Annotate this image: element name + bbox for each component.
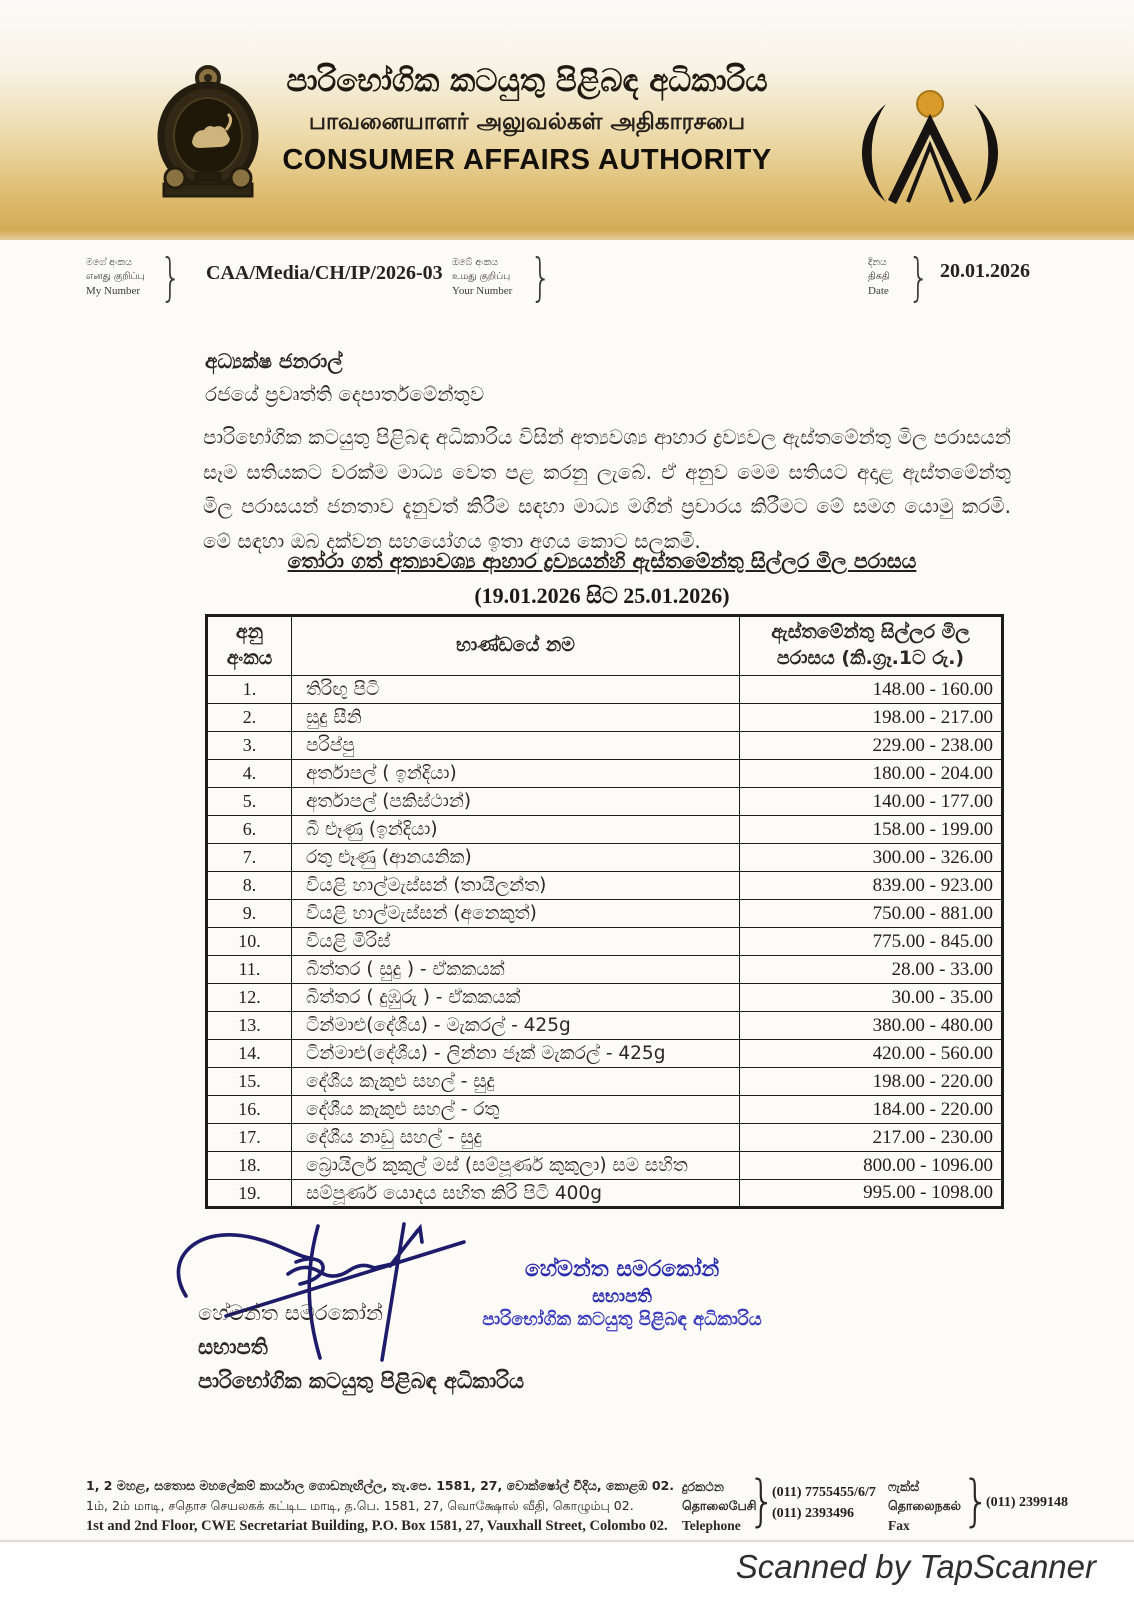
table-row: [207, 1152, 1003, 1180]
date-value: 20.01.2026: [940, 260, 1030, 282]
my-number-label: [86, 256, 145, 299]
date-brace: }: [908, 248, 930, 308]
price-range-cell: 198.00 - 220.00: [740, 1068, 1003, 1096]
reference-row: [0, 250, 1134, 310]
my-number-value: CAA/Media/CH/IP/2026-03: [206, 262, 443, 284]
row-number-cell: 19.: [207, 1180, 292, 1208]
row-number-cell: 4.: [207, 760, 292, 788]
telephone-label-tamil: தொலைபேசி: [682, 1497, 757, 1513]
table-row: [207, 844, 1003, 872]
table-row: [207, 1012, 1003, 1040]
row-number-cell: 10.: [207, 928, 292, 956]
price-range-cell: 420.00 - 560.00: [740, 1040, 1003, 1068]
item-name-cell: සම්පූර්ණ යොදය සහිත කිරි පිටි 400g: [292, 1180, 740, 1208]
item-name-cell: බ්‍රොයිලර් කුකුල් මස් (සම්පූර්ණ කුකුලා) සම සහිත: [292, 1152, 740, 1180]
item-name-cell: වියළි මිරිස්: [292, 928, 740, 956]
telephone-number-1: (011) 7755455/6/7: [772, 1485, 876, 1500]
addressee-block: [205, 345, 484, 411]
address-tamil: 1ம், 2ம் மாடி, சதொச செயலகக் கட்டிட மாடி, த.பெ. 1581, 27, வொக்ஷோல் வீதி, கொழும்பு 02.: [86, 1498, 634, 1513]
price-range-cell: 229.00 - 238.00: [740, 732, 1003, 760]
footer-address: [86, 1476, 674, 1536]
row-number-cell: 15.: [207, 1068, 292, 1096]
your-number-label: [452, 256, 512, 299]
your-number-label-tamil: உமது குறிப்பு: [452, 270, 511, 282]
letterhead-titles: [262, 62, 792, 177]
price-range-cell: 800.00 - 1096.00: [740, 1152, 1003, 1180]
price-range-cell: 184.00 - 220.00: [740, 1096, 1003, 1124]
fax-label-tamil: தொலைநகல்: [888, 1497, 961, 1513]
price-range-cell: 750.00 - 881.00: [740, 900, 1003, 928]
table-row: [207, 1068, 1003, 1096]
telephone-label-sinhala: දුරකථන: [682, 1479, 724, 1494]
item-name-cell: දේශීය නාඩු සහල් - සුදු: [292, 1124, 740, 1152]
stamp-name: හේමන්ත සමරකෝන්: [524, 1257, 720, 1282]
table-row: [207, 900, 1003, 928]
your-number-label-english: Your Number: [452, 284, 513, 297]
fax-number: (011) 2399148: [986, 1495, 1069, 1510]
item-name-cell: දේශීය කැකුළු සහල් - රතු: [292, 1096, 740, 1124]
price-table: [205, 614, 1004, 1209]
item-name-cell: දේශීය කැකුළු සහල් - සුදු: [292, 1068, 740, 1096]
price-range-cell: 217.00 - 230.00: [740, 1124, 1003, 1152]
item-name-cell: වියළි හාල්මැස්සන් (තායිලන්ත): [292, 872, 740, 900]
telephone-label: [682, 1478, 757, 1536]
row-number-cell: 9.: [207, 900, 292, 928]
item-name-cell: සුදු සීනි: [292, 704, 740, 732]
row-number-cell: 16.: [207, 1096, 292, 1124]
item-name-cell: තිරිඟු පිටි: [292, 676, 740, 704]
price-range-cell: 380.00 - 480.00: [740, 1012, 1003, 1040]
row-number-cell: 6.: [207, 816, 292, 844]
signer-name: හේමන්ත සමරකෝන්: [198, 1301, 383, 1325]
letterhead-band: [0, 0, 1134, 240]
price-range-cell: 158.00 - 199.00: [740, 816, 1003, 844]
my-number-brace: }: [160, 248, 182, 308]
table-row: [207, 872, 1003, 900]
price-range-cell: 198.00 - 217.00: [740, 704, 1003, 732]
sri-lanka-emblem-icon: [142, 58, 274, 210]
your-number-brace: }: [530, 248, 552, 308]
row-number-cell: 5.: [207, 788, 292, 816]
price-range-cell: 775.00 - 845.00: [740, 928, 1003, 956]
address-sinhala: 1, 2 මහළ, සතොස මහලේකම් කාර්යාල ගොඩනැඟිල්ල, තැ.පෙ. 1581, 27, වොක්ෂෝල් වීදිය, කොළඹ 02.: [86, 1478, 675, 1493]
tapscanner-watermark: Scanned by TapScanner: [735, 1548, 1096, 1585]
row-number-cell: 3.: [207, 732, 292, 760]
row-number-cell: 18.: [207, 1152, 292, 1180]
price-range-cell: 30.00 - 35.00: [740, 984, 1003, 1012]
table-row: [207, 1180, 1003, 1208]
fax-label-english: Fax: [888, 1517, 910, 1533]
signer-block: [198, 1296, 524, 1398]
address-english: 1st and 2nd Floor, CWE Secretariat Building, P.O. Box 1581, 27, Vauxhall Street, Colombo 02.: [86, 1518, 668, 1534]
authority-title-sinhala: පාරිභෝගික කටයුතු පිළිබඳ අධිකාරිය: [286, 63, 768, 99]
row-number-cell: 8.: [207, 872, 292, 900]
date-label-english: Date: [868, 284, 889, 297]
telephone-number-2: (011) 2393496: [772, 1506, 855, 1521]
price-range-cell: 995.00 - 1098.00: [740, 1180, 1003, 1208]
table-row: [207, 788, 1003, 816]
item-name-cell: බිත්තර ( දුඹුරු ) - ඒකකයක්: [292, 984, 740, 1012]
table-row: [207, 732, 1003, 760]
row-number-cell: 13.: [207, 1012, 292, 1040]
date-label-sinhala: දිනය: [868, 257, 887, 268]
row-number-cell: 14.: [207, 1040, 292, 1068]
your-number-label-sinhala: ඔබේ අංකය: [452, 257, 499, 268]
my-number-label-tamil: எனது குறிப்பு: [86, 270, 145, 282]
row-number-cell: 12.: [207, 984, 292, 1012]
table-row: [207, 1040, 1003, 1068]
telephone-label-english: Telephone: [682, 1517, 741, 1533]
price-range-cell: 300.00 - 326.00: [740, 844, 1003, 872]
header-serial-no: අනු අංකය: [207, 616, 292, 676]
authority-title-tamil: பாவனையாளர் அலுவல்கள் அதிகாரசபை: [308, 108, 746, 135]
item-name-cell: බිත්තර ( සුදු ) - ඒකකයක්: [292, 956, 740, 984]
table-row: [207, 1096, 1003, 1124]
letter-body: පාරිභෝගික කටයුතු පිළිබඳ අධිකාරිය විසින් අත්‍යවශ්‍ය ආහාර ද්‍රව්‍යවල ඇස්තමේන්තු මිල පරාසයන් සෑම සතියකට වරක්ම මාධ්‍ය වෙත පළ කරනු ලැබේ. ඒ අනුව මෙම සතියට අදාළ ඇස්තමේන්තු මිල පරාසයන් ජනතාව දැනුවත් කිරීම සඳහා මාධ්‍ය මගින් ප්‍රචාරය කිරීමට මේ සමග යොමු කරමි. මේ සඳහා ඔබ දක්වන සහයෝගය ඉතා අගය කොට සලකමි.: [203, 425, 1011, 553]
addressee-title: අධ්‍යක්ෂ ජනරාල්: [205, 349, 343, 373]
header-item-name: භාණ්ඩයේ නම: [292, 616, 740, 676]
row-number-cell: 2.: [207, 704, 292, 732]
item-name-cell: අර්තාපල් ( ඉන්දියා): [292, 760, 740, 788]
authority-title-english: CONSUMER AFFAIRS AUTHORITY: [282, 143, 772, 176]
price-range-cell: 180.00 - 204.00: [740, 760, 1003, 788]
table-row: [207, 956, 1003, 984]
item-name-cell: වියළි හාල්මැස්සන් (අනෙකුත්): [292, 900, 740, 928]
my-number-label-english: My Number: [86, 284, 141, 297]
signer-position: සභාපති: [198, 1335, 268, 1359]
header-price-range: ඇස්තමේන්තු සිල්ලර මිල පරාසය (කි.ග්‍රෑ.1ට රු.): [740, 616, 1003, 676]
fax-label: [888, 1478, 961, 1536]
price-range-cell: 148.00 - 160.00: [740, 676, 1003, 704]
telephone-numbers: [772, 1482, 876, 1524]
item-name-cell: බී ළූණු (ඉන්දියා): [292, 816, 740, 844]
item-name-cell: පරිප්පු: [292, 732, 740, 760]
table-row: [207, 760, 1003, 788]
date-label: [868, 256, 890, 299]
table-header-row: [207, 616, 1003, 676]
table-row: [207, 704, 1003, 732]
table-row: [207, 984, 1003, 1012]
price-range-cell: 28.00 - 33.00: [740, 956, 1003, 984]
telephone-brace: }: [748, 1469, 776, 1534]
price-range-cell: 140.00 - 177.00: [740, 788, 1003, 816]
addressee-department: රජයේ ප්‍රවෘත්ති දෙපාර්තමේන්තුව: [205, 382, 485, 406]
item-name-cell: අර්තාපල් (පකිස්ථාන්): [292, 788, 740, 816]
item-name-cell: රතු ළූණු (ආනයනික): [292, 844, 740, 872]
row-number-cell: 1.: [207, 676, 292, 704]
price-range-cell: 839.00 - 923.00: [740, 872, 1003, 900]
table-row: [207, 676, 1003, 704]
table-row: [207, 816, 1003, 844]
table-title: තෝරා ගත් අත්‍යාවශ්‍ය ආහාර ද්‍රව්‍යයන්හි ඇස්තමේන්තු සිල්ලර මිල පරාසය: [287, 549, 917, 573]
date-label-tamil: திகதி: [868, 270, 890, 282]
stamp-position: සභාපති: [592, 1285, 652, 1307]
caa-logo-icon: [842, 82, 1018, 218]
table-row: [207, 1124, 1003, 1152]
fax-label-sinhala: ෆැක්ස්: [888, 1479, 920, 1494]
item-name-cell: ටින්මාළු(දේශීය) - මැකරල් - 425g: [292, 1012, 740, 1040]
fax-brace: }: [962, 1469, 990, 1534]
row-number-cell: 11.: [207, 956, 292, 984]
my-number-label-sinhala: මගේ අංකය: [86, 257, 132, 268]
table-row: [207, 928, 1003, 956]
stamp-organization: පාරිභෝගික කටයුතු පිළිබඳ අධිකාරිය: [482, 1308, 762, 1330]
row-number-cell: 17.: [207, 1124, 292, 1152]
signer-organization: පාරිභෝගික කටයුතු පිළිබඳ අධිකාරිය: [198, 1369, 525, 1393]
item-name-cell: ටින්මාළු(දේශීය) - ලින්නා ජෑක් මැකරල් - 425g: [292, 1040, 740, 1068]
table-subtitle: (19.01.2026 සිට 25.01.2026): [474, 583, 730, 608]
row-number-cell: 7.: [207, 844, 292, 872]
